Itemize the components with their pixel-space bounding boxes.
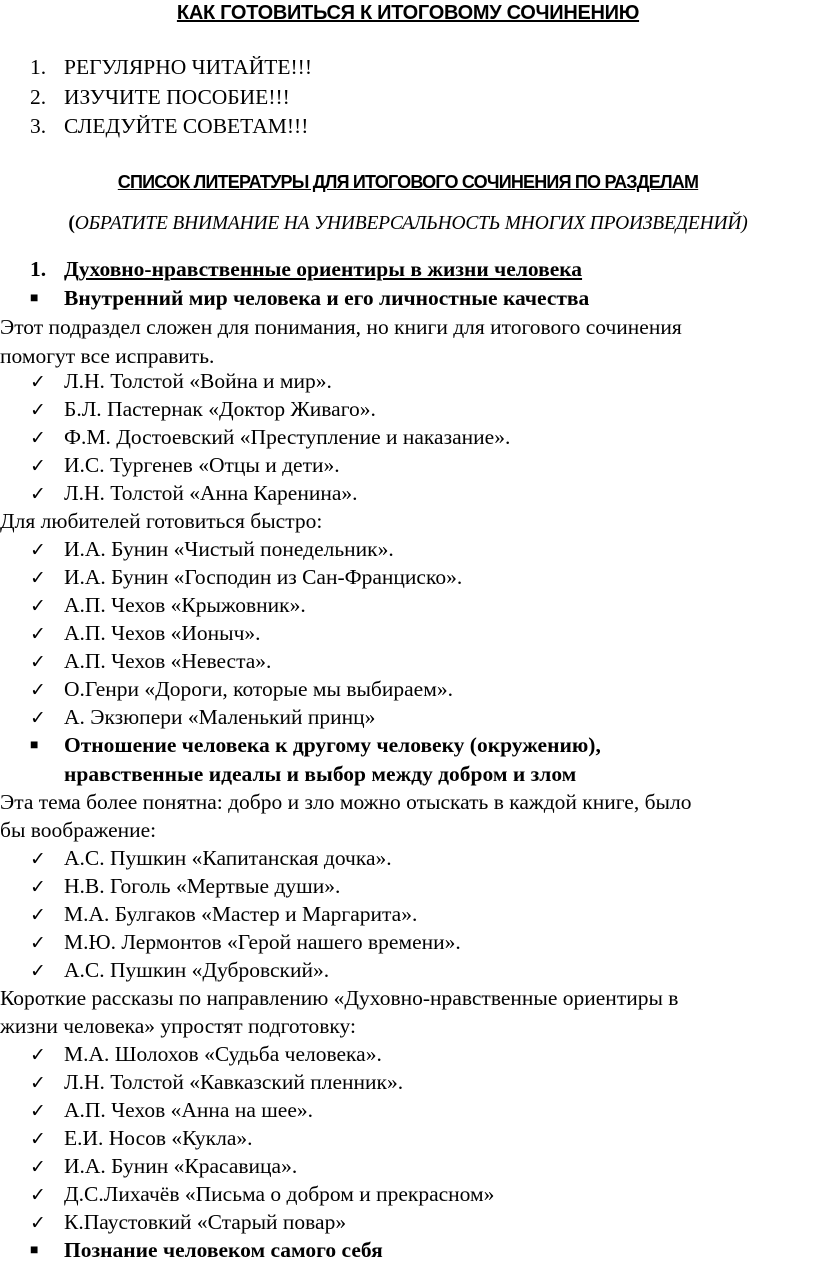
book-item [30,1182,494,1207]
book-title: О.Генри «Дороги, которые мы выбираем». [64,677,453,701]
checkmark-icon: ✓ [30,651,46,673]
book-title: Д.С.Лихачёв «Письма о добром и прекрасном» [64,1182,495,1206]
book-title: А.П. Чехов «Анна на шее». [64,1098,314,1122]
step-number: 1. [30,55,47,79]
book-item [30,369,332,394]
checkmark-icon: ✓ [30,707,46,729]
book-title: А. Экзюпери «Маленький принц» [64,705,376,729]
book-title: А.П. Чехов «Крыжовник». [64,593,306,617]
book-title: Л.Н. Толстой «Кавказский пленник». [64,1070,404,1094]
book-title: К.Паустовкий «Старый повар» [64,1210,347,1234]
section-title: Духовно-нравственные ориентиры в жизни человека [64,257,583,281]
checkmark-icon: ✓ [30,539,46,561]
book-title: А.С. Пушкин «Дубровский». [64,958,330,982]
book-item [30,1098,313,1123]
book-item [30,481,358,506]
book-title: М.А. Булгаков «Мастер и Маргарита». [64,902,418,926]
book-title: А.С. Пушкин «Капитанская дочка». [64,846,392,870]
subsection-heading [30,733,601,758]
paragraph-line: Эта тема более понятна: добро и зло можно отыскать в каждой книге, было [0,790,692,814]
checkmark-icon: ✓ [30,960,46,982]
universality-note [0,213,816,235]
book-item [30,846,392,871]
checkmark-icon: ✓ [30,1156,46,1178]
book-item [30,453,340,478]
book-title: Н.В. Гоголь «Мертвые души». [64,874,341,898]
subsection-title: Отношение человека к другому человеку (окружению), [64,733,601,757]
book-item [30,930,461,955]
paragraph-line: помогут все исправить. [0,344,215,368]
checkmark-icon: ✓ [30,483,46,505]
checkmark-icon: ✓ [30,1128,46,1150]
book-title: Б.Л. Пастернак «Доктор Живаго». [64,397,376,421]
step-item [30,85,290,110]
checkmark-icon: ✓ [30,932,46,954]
book-item [30,677,453,702]
paragraph-line: жизни человека» упростят подготовку: [0,1014,356,1038]
step-number: 3. [30,114,47,138]
book-title: М.Ю. Лермонтов «Герой нашего времени». [64,930,461,954]
section-heading [30,257,582,282]
paragraph-line: Для любителей готовиться быстро: [0,509,323,533]
book-item [30,649,271,674]
book-item [30,1154,297,1179]
subsection-heading-continued: нравственные идеалы и выбор между добром и злом [64,762,577,786]
checkmark-icon: ✓ [30,567,46,589]
literature-list-title: СПИСОК ЛИТЕРАТУРЫ ДЛЯ ИТОГОВОГО СОЧИНЕНИЯ ПО РАЗДЕЛАМ [117,172,699,192]
checkmark-icon: ✓ [30,679,46,701]
document-title: КАК ГОТОВИТЬСЯ К ИТОГОВОМУ СОЧИНЕНИЮ [176,2,640,24]
book-item [30,874,340,899]
checkmark-icon: ✓ [30,399,46,421]
step-item [30,114,308,139]
checkmark-icon: ✓ [30,1072,46,1094]
book-item [30,621,261,646]
step-number: 2. [30,85,47,109]
step-item [30,55,312,80]
book-item [30,958,329,983]
paragraph-line: Этот подраздел сложен для понимания, но книги для итогового сочинения [0,315,682,339]
book-title: И.С. Тургенев «Отцы и дети». [64,453,340,477]
book-item [30,1042,382,1067]
book-title: Л.Н. Толстой «Анна Каренина». [64,481,358,505]
book-item [30,1126,252,1151]
step-text: ИЗУЧИТЕ ПОСОБИЕ!!! [64,85,290,109]
book-title: И.А. Бунин «Чистый понедельник». [64,537,394,561]
book-item [30,1210,346,1235]
book-title: М.А. Шолохов «Судьба человека». [64,1042,382,1066]
subsection-heading [30,286,589,311]
checkmark-icon: ✓ [30,455,46,477]
square-bullet-icon: ■ [30,1243,39,1258]
book-title: И.А. Бунин «Красавица». [64,1154,298,1178]
book-item [30,537,394,562]
book-title: Л.Н. Толстой «Война и мир». [64,369,332,393]
checkmark-icon: ✓ [30,427,46,449]
checkmark-icon: ✓ [30,371,46,393]
book-item [30,593,306,618]
checkmark-icon: ✓ [30,876,46,898]
paragraph-line: Короткие рассказы по направлению «Духовно-нравственные ориентиры в [0,986,679,1010]
book-title: Ф.М. Достоевский «Преступление и наказание». [64,425,511,449]
note-text: ОБРАТИТЕ ВНИМАНИЕ НА УНИВЕРСАЛЬНОСТЬ МНОГИХ ПРОИЗВЕДЕНИЙ) [74,213,748,234]
book-item [30,565,462,590]
checkmark-icon: ✓ [30,623,46,645]
checkmark-icon: ✓ [30,595,46,617]
checkmark-icon: ✓ [30,1212,46,1234]
checkmark-icon: ✓ [30,1184,46,1206]
step-text: РЕГУЛЯРНО ЧИТАЙТЕ!!! [64,55,312,79]
note-paren: ( [68,213,75,234]
checkmark-icon: ✓ [30,904,46,926]
book-title: Е.И. Носов «Кукла». [64,1126,253,1150]
step-text: СЛЕДУЙТЕ СОВЕТАМ!!! [64,114,309,138]
checkmark-icon: ✓ [30,848,46,870]
square-bullet-icon: ■ [30,291,39,306]
subsection-title: Познание человеком самого себя [64,1238,383,1262]
section-number: 1. [30,257,47,281]
book-item [30,1070,403,1095]
book-item [30,902,417,927]
book-title: А.П. Чехов «Невеста». [64,649,272,673]
checkmark-icon: ✓ [30,1044,46,1066]
paragraph-line: бы воображение: [0,818,157,842]
checkmark-icon: ✓ [30,1100,46,1122]
square-bullet-icon: ■ [30,738,39,753]
subsection-heading [30,1238,383,1263]
book-title: И.А. Бунин «Господин из Сан-Франциско». [64,565,463,589]
book-item [30,425,510,450]
book-item [30,705,375,730]
book-title: А.П. Чехов «Ионыч». [64,621,261,645]
book-item [30,397,376,422]
subsection-title: Внутренний мир человека и его личностные качества [64,286,590,310]
